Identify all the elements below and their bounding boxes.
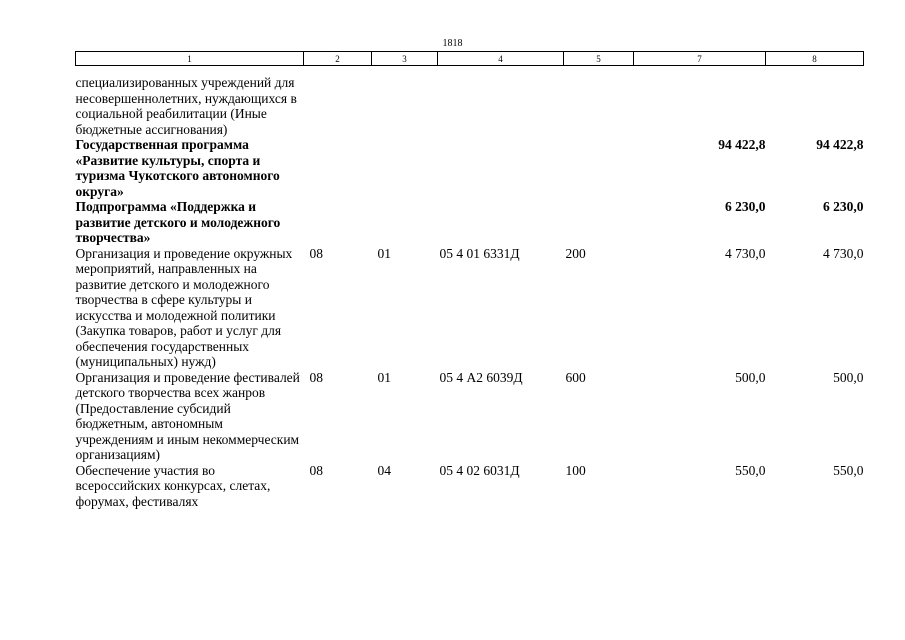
row-name-cell: Организация и проведение фестивалей детского творчества всех жанров (Предоставление субсидий бюджетным, автономным учреждениям и иным некоммерческим организациям)	[75, 369, 300, 462]
row-target-article-cell: 05 4 02 6031Д	[439, 462, 520, 478]
row-expense-type-cell	[564, 137, 634, 199]
row-expense-type-cell: 600	[565, 369, 586, 385]
row-amount-1-cell: 550,0	[735, 462, 766, 478]
table-row	[76, 246, 864, 370]
row-target-article-cell: 05 4 А2 6039Д	[439, 369, 523, 385]
row-amount-1-cell	[634, 66, 766, 138]
row-section-cell: 08	[309, 245, 323, 261]
row-amount-2-cell	[766, 66, 864, 138]
row-name-cell: специализированных учреждений для несовершеннолетних, нуждающихся в социальной реабилитации (Иные бюджетные ассигнования)	[75, 75, 297, 137]
row-expense-type-cell: 100	[565, 462, 586, 478]
table-row	[76, 137, 864, 199]
table-body	[76, 66, 864, 510]
row-subsection-cell: 01	[377, 369, 391, 385]
column-header: 4	[438, 52, 564, 66]
row-subsection-cell: 01	[377, 245, 391, 261]
table-row	[76, 463, 864, 510]
table-header-row	[76, 52, 864, 66]
row-name-cell: Организация и проведение окружных мероприятий, направленных на развитие детского и молодежного творчества в сфере культуры и искусства и молодежной политики (Закупка товаров, работ и услуг для обеспечения государственных (муниципальных) нужд)	[75, 245, 293, 369]
page-number: 1818	[442, 38, 463, 49]
table-row	[76, 66, 864, 138]
column-header: 5	[564, 52, 634, 66]
row-amount-2-cell: 6 230,0	[823, 199, 864, 214]
row-expense-type-cell	[564, 199, 634, 246]
row-amount-2-cell: 500,0	[833, 369, 864, 385]
table-row	[76, 199, 864, 246]
row-target-article-cell	[438, 137, 564, 199]
row-amount-1-cell: 4 730,0	[725, 245, 766, 261]
row-section-cell	[304, 66, 372, 138]
row-target-article-cell	[438, 199, 564, 246]
row-name-cell: Обеспечение участия во всероссийских конкурсах, слетах, форумах, фестивалях	[75, 462, 271, 509]
row-subsection-cell	[372, 137, 438, 199]
row-amount-1-cell: 6 230,0	[725, 199, 766, 214]
row-target-article-cell	[438, 66, 564, 138]
row-expense-type-cell	[564, 66, 634, 138]
column-header: 1	[76, 52, 304, 66]
column-header: 8	[766, 52, 864, 66]
column-header: 3	[372, 52, 438, 66]
row-name-cell: Подпрограмма «Поддержка и развитие детского и молодежного творчества»	[75, 199, 281, 245]
column-header: 2	[304, 52, 372, 66]
row-amount-2-cell: 550,0	[833, 462, 864, 478]
row-section-cell	[304, 137, 372, 199]
budget-table	[75, 51, 864, 509]
row-subsection-cell	[372, 66, 438, 138]
row-name-cell: Государственная программа «Развитие культуры, спорта и туризма Чукотского автономного округа»	[75, 137, 280, 199]
row-subsection-cell	[372, 199, 438, 246]
column-header: 7	[634, 52, 766, 66]
row-amount-1-cell: 500,0	[735, 369, 766, 385]
row-amount-1-cell: 94 422,8	[718, 137, 766, 152]
row-amount-2-cell: 4 730,0	[823, 245, 864, 261]
row-subsection-cell: 04	[377, 462, 391, 478]
row-section-cell: 08	[309, 369, 323, 385]
row-section-cell	[304, 199, 372, 246]
row-expense-type-cell: 200	[565, 245, 586, 261]
row-section-cell: 08	[309, 462, 323, 478]
table-row	[76, 370, 864, 463]
row-amount-2-cell: 94 422,8	[816, 137, 864, 152]
row-target-article-cell: 05 4 01 6331Д	[439, 245, 520, 261]
